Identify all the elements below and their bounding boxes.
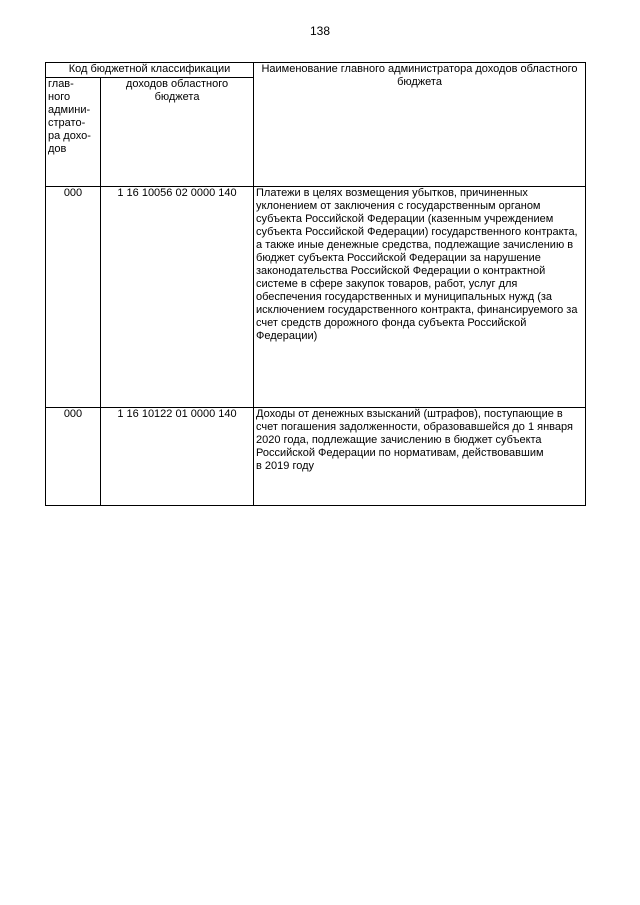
- cell-administrator-name: Платежи в целях возмещения убытков, причиненных уклонением от заключения с государственным органом субъекта Российской Федерации (казенным учреждением субъекта Российской Федерации) государственного контракта, а также иные денежные средства, подлежащие зачислению в бюджет субъекта Российской Федерации за нарушение законодательства Российской Федерации о контрактной системе в сфере закупок товаров, работ, услуг для обеспечения государственных и муниципальных нужд (за исключением государственного контракта, финансируемого за счет средств дорожного фонда субъекта Российской Федерации): [254, 187, 586, 408]
- page-number: 138: [309, 24, 331, 38]
- table-row: [46, 187, 586, 408]
- cell-income-code: 1 16 10122 01 0000 140: [101, 408, 254, 506]
- table-header-row-group: [46, 63, 586, 78]
- header-administrator-name: Наименование главного администратора доходов областного бюджета: [254, 63, 586, 187]
- cell-admin-code: 000: [46, 187, 101, 408]
- header-regional-budget-income: доходов областного бюджета: [101, 78, 254, 187]
- header-budget-classification-code: Код бюджетной классификации: [46, 63, 254, 78]
- header-main-administrator: [46, 78, 101, 187]
- cell-administrator-name-text: Доходы от денежных взысканий (штрафов), поступающие в счет погашения задолженности, образовавшейся до 1 января 2020 года, подлежащие зачислению в бюджет субъекта Российской Федерации по нормативам, действовавшим в 2019 году: [256, 408, 573, 472]
- cell-administrator-name: [254, 408, 586, 506]
- cell-admin-code: 000: [46, 408, 101, 506]
- header-main-administrator-text: глав- ного админи- страто- ра дохо- дов: [48, 78, 91, 155]
- table-row: [46, 408, 586, 506]
- budget-classification-table: [45, 62, 586, 506]
- cell-income-code: 1 16 10056 02 0000 140: [101, 187, 254, 408]
